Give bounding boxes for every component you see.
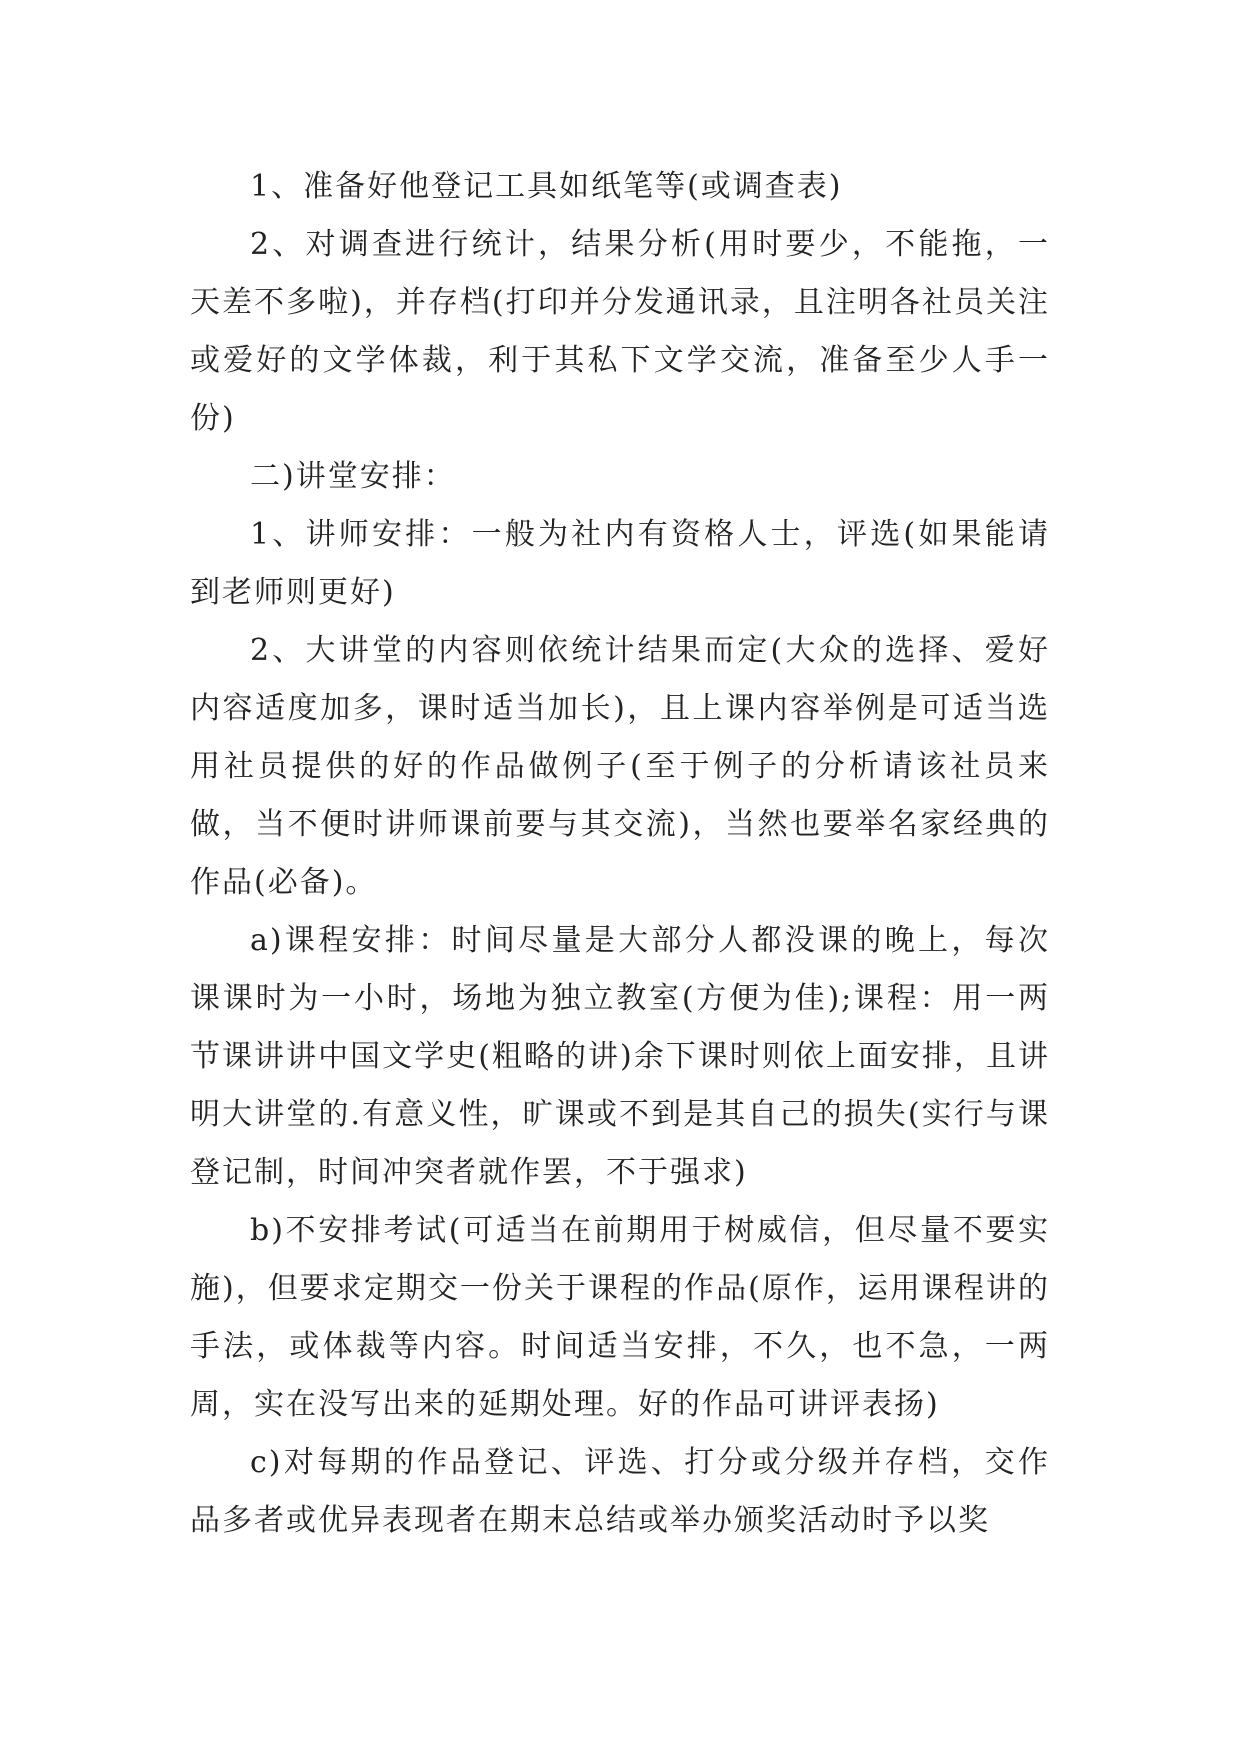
paragraph-5: a)课程安排：时间尽量是大部分人都没课的晚上，每次课课时为一小时，场地为独立教室(方便为佳);课程：用一两节课讲讲中国文学史(粗略的讲)余下课时则依上面安排，且讲明大讲堂的.有意义性，旷课或不到是其自己的损失(实行与课登记制，时间冲突者就作罢，不于强求) <box>190 923 1050 1190</box>
paragraph-6: b)不安排考试(可适当在前期用于树威信，但尽量不要实施)，但要求定期交一份关于课程的作品(原作，运用课程讲的手法，或体裁等内容。时间适当安排，不久，也不急，一两周，实在没写出来的延期处理。好的作品可讲评表扬) <box>190 1213 1050 1422</box>
section-heading-lecture-arrangement: 二)讲堂安排： <box>250 459 456 494</box>
paragraph-7: c)对每期的作品登记、评选、打分或分级并存档，交作品多者或优异表现者在期末总结或举办颁奖活动时予以奖 <box>190 1445 1050 1538</box>
document-body <box>190 158 1050 1550</box>
paragraph-3: 1、讲师安排：一般为社内有资格人士，评选(如果能请到老师则更好) <box>190 517 1050 610</box>
paragraph-1: 1、准备好他登记工具如纸笔等(或调查表) <box>250 169 843 204</box>
paragraph-4: 2、大讲堂的内容则依统计结果而定(大众的选择、爱好内容适度加多，课时适当加长)，且上课内容举例是可适当选用社员提供的好的作品做例子(至于例子的分析请该社员来做，当不便时讲师课前要与其交流)，当然也要举名家经典的作品(必备)。 <box>190 633 1050 900</box>
paragraph-2: 2、对调查进行统计，结果分析(用时要少，不能拖，一天差不多啦)，并存档(打印并分发通讯录，且注明各社员关注或爱好的文学体裁，利于其私下文学交流，准备至少人手一份) <box>190 227 1050 436</box>
